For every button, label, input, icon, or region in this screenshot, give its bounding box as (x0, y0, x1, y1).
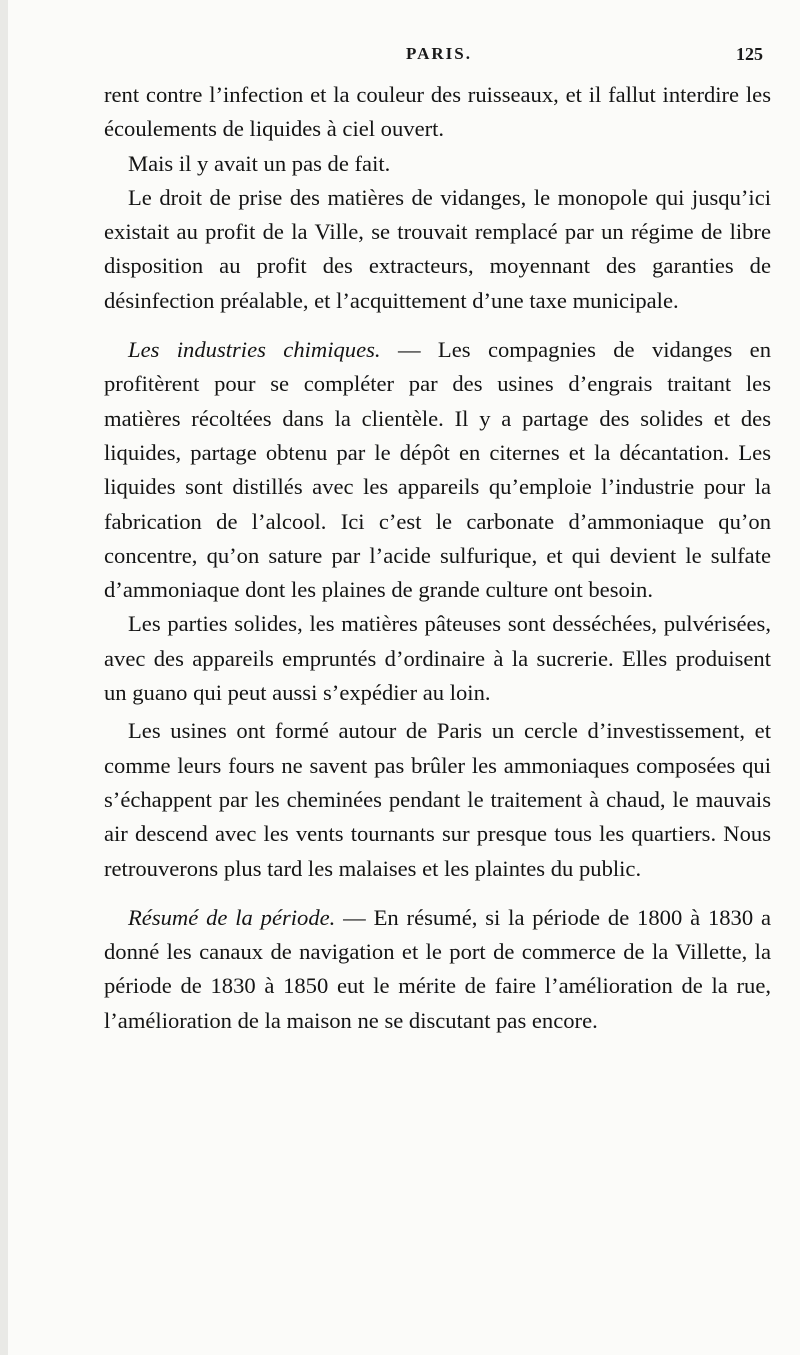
paragraph: Les usines ont formé autour de Paris un cercle d’investissement, et comme leurs fours ne savent pas brûler les ammoniaques composées qui s’échappent par les cheminées pendant le traitement à chaud, le mauvais air descend avec les vents tournants sur presque tous les quartiers. Nous retrouverons plus tard les malaises et les plaintes du public. (104, 718, 771, 881)
body-text (104, 78, 771, 1038)
page-number: 125 (736, 44, 763, 64)
running-head-title: PARIS. (406, 44, 472, 63)
paragraph: Mais il y avait un pas de fait. (128, 150, 391, 176)
section-paragraph (104, 901, 771, 1038)
section-heading: Les industries chimiques. (128, 337, 381, 363)
paragraph: Les parties solides, les matières pâteuses sont desséchées, pulvérisées, avec des appareils empruntés d’ordinaire à la sucrerie. Elles produisent un guano qui peut aussi s’expédier au loin. (104, 611, 771, 706)
section-text: — Les compagnies de vidanges en profitèrent pour se compléter par des usines d’engrais traitant les matières récoltées dans la clientèle. Il y a partage des solides et des liquides, partage obtenu par le dépôt en citernes et la décantation. Les liquides sont distillés avec les appareils qu’emploie l’industrie pour la fabrication de l’alcool. Ici c’est le carbonate d’ammoniaque qu’on concentre, qu’on sature par l’acide sulfurique, et qui devient le sulfate d’ammoniaque dont les plaines de grande culture ont besoin. (104, 337, 771, 603)
paragraph-continuation: rent contre l’infection et la couleur des ruisseaux, et il fallut interdire les écoulements de liquides à ciel ouvert. (104, 82, 771, 142)
section-text: — En résumé, si la période de 1800 à 1830 a donné les canaux de navigation et le port de commerce de la Villette, la période de 1830 à 1850 eut le mérite de faire l’amélioration de la rue, l’amélioration de la maison ne se discutant pas encore. (104, 904, 771, 1033)
running-head (8, 44, 800, 72)
section-paragraph (104, 333, 771, 607)
section-heading: Résumé de la période. (128, 904, 336, 930)
paragraph: Le droit de prise des matières de vidanges, le monopole qui jusqu’ici existait au profit de la Ville, se trouvait remplacé par un régime de libre disposition au profit des extracteurs, moyennant des garanties de désinfection préalable, et l’acquittement d’une taxe municipale. (104, 184, 771, 313)
